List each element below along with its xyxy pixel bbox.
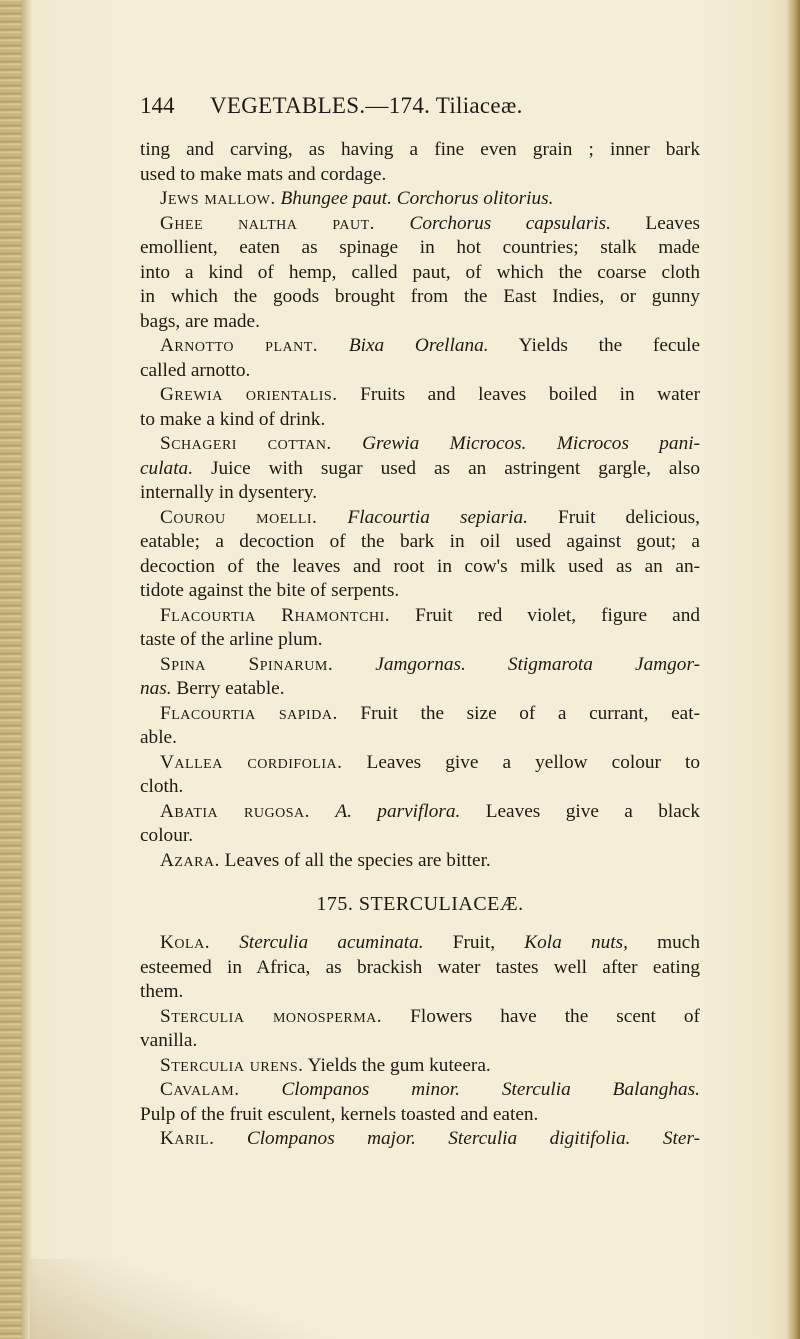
sterculiaceae-entries bbox=[140, 931, 700, 1152]
text-line bbox=[140, 212, 700, 237]
entry-name: Schageri cottan. bbox=[160, 433, 332, 454]
text-run: Leaves give a black bbox=[460, 800, 700, 822]
text-line bbox=[140, 408, 700, 433]
text-run: to make a kind of drink. bbox=[140, 408, 326, 430]
entry-name: Grewia orientalis. bbox=[160, 384, 338, 405]
text-line bbox=[140, 653, 700, 678]
text-line bbox=[140, 1029, 700, 1054]
botanical-name: Sterculia acuminata. bbox=[239, 932, 424, 953]
text-run: vanilla. bbox=[140, 1030, 198, 1051]
text-line bbox=[140, 285, 700, 310]
page-gutter-shadow bbox=[22, 0, 32, 1339]
page-edge-left bbox=[0, 0, 22, 1339]
text-run: Pulp of the fruit esculent, kernels toasted and eaten. bbox=[140, 1103, 539, 1125]
text-line bbox=[140, 163, 700, 188]
text-run: Fruit delicious, bbox=[527, 506, 700, 528]
text-line bbox=[140, 1054, 700, 1079]
text-line bbox=[140, 775, 700, 800]
text-line bbox=[140, 359, 700, 384]
text-run bbox=[240, 1079, 282, 1100]
text-run: taste of the arline plum. bbox=[140, 629, 323, 650]
text-run bbox=[375, 213, 410, 234]
section-heading: 175. STERCULIACEÆ. bbox=[316, 893, 524, 915]
text-line bbox=[140, 334, 700, 359]
text-run: them. bbox=[140, 981, 184, 1002]
text-line bbox=[140, 481, 700, 506]
text-line bbox=[140, 506, 700, 531]
text-run: colour. bbox=[140, 825, 194, 846]
text-run bbox=[332, 433, 362, 454]
entry-name: Courou moelli. bbox=[160, 506, 318, 528]
text-line bbox=[140, 1078, 700, 1103]
entry-name: Flacourtia Rhamontchi. bbox=[160, 604, 391, 626]
text-run bbox=[317, 507, 347, 528]
text-run: Leaves give a yellow colour to bbox=[342, 751, 700, 773]
text-line bbox=[140, 530, 700, 555]
botanical-name: nas. bbox=[140, 678, 172, 699]
text-run: Flowers have the scent of bbox=[382, 1005, 700, 1027]
entry-name: Abatia rugosa. bbox=[160, 800, 310, 822]
text-run bbox=[214, 1128, 246, 1149]
text-line bbox=[140, 236, 700, 261]
text-run: Fruits and leaves boiled in water bbox=[337, 384, 700, 405]
text-line bbox=[140, 187, 700, 212]
text-run: Leaves of all the species are bitter. bbox=[219, 849, 491, 871]
text-line bbox=[140, 457, 700, 482]
text-run: Yields the gum kuteera. bbox=[303, 1054, 491, 1076]
entry-name: Kola. bbox=[160, 932, 211, 953]
text-line bbox=[140, 980, 700, 1005]
botanical-name: Kola nuts, bbox=[524, 932, 628, 953]
text-line bbox=[140, 677, 700, 702]
text-run bbox=[318, 335, 349, 356]
botanical-name: Bhungee paut. Corchorus olitorius. bbox=[280, 188, 554, 209]
text-line bbox=[140, 555, 700, 580]
entry-name: Flacourtia sapida. bbox=[160, 702, 338, 724]
text-line bbox=[140, 931, 700, 956]
botanical-name: Clompanos minor. Sterculia Balanghas. bbox=[281, 1079, 700, 1100]
text-run: emollient, eaten as spinage in hot countries; stalk made bbox=[140, 237, 700, 258]
text-run: cloth. bbox=[140, 776, 184, 797]
text-run: internally in dysentery. bbox=[140, 482, 318, 503]
running-title: VEGETABLES.—174. Tiliaceæ. bbox=[210, 93, 523, 118]
text-line bbox=[140, 824, 700, 849]
text-line bbox=[140, 726, 700, 751]
text-run: Juice with sugar used as an astringent gargle, also bbox=[193, 457, 700, 479]
text-line bbox=[140, 956, 700, 981]
botanical-name: Grewia Microcos. Microcos pani- bbox=[362, 433, 700, 454]
botanical-name: A. parviflora. bbox=[335, 800, 461, 822]
text-line bbox=[140, 138, 700, 163]
botanical-name: Flacourtia sepiaria. bbox=[347, 506, 528, 528]
text-run bbox=[210, 932, 239, 953]
botanical-name: Bixa Orellana. bbox=[348, 335, 489, 356]
page-body bbox=[140, 138, 700, 1152]
text-line bbox=[140, 604, 700, 629]
entry-name: Sterculia monosperma. bbox=[160, 1005, 383, 1027]
botanical-name: culata. bbox=[140, 457, 194, 479]
text-line bbox=[140, 1005, 700, 1030]
text-line bbox=[140, 751, 700, 776]
text-run: Fruit the size of a currant, eat- bbox=[337, 702, 700, 724]
text-run: eatable; a decoction of the bark in oil used against gout; a bbox=[140, 531, 700, 552]
entry-name: Cavalam. bbox=[160, 1079, 240, 1100]
text-run: Berry eatable. bbox=[171, 678, 285, 699]
page-number: 144 bbox=[140, 93, 175, 118]
entry-name: Spina Spinarum. bbox=[160, 653, 334, 675]
text-run: Yields the fecule bbox=[488, 335, 700, 356]
text-line bbox=[140, 628, 700, 653]
text-run: much bbox=[627, 932, 701, 953]
entry-name: Karil. bbox=[160, 1128, 215, 1149]
text-run bbox=[310, 801, 335, 822]
text-line bbox=[140, 310, 700, 335]
text-run: decoction of the leaves and root in cow's milk used as an an- bbox=[140, 555, 700, 577]
text-line bbox=[140, 261, 700, 286]
text-run: into a kind of hemp, called paut, of which the coarse cloth bbox=[140, 261, 700, 283]
entry-name: Jews mallow. bbox=[160, 188, 276, 209]
text-run: called arnotto. bbox=[140, 359, 251, 381]
entry-name: Vallea cordifolia. bbox=[160, 751, 343, 773]
text-line bbox=[140, 383, 700, 408]
text-line bbox=[140, 432, 700, 457]
text-line bbox=[140, 702, 700, 727]
text-run: used to make mats and cordage. bbox=[140, 163, 387, 185]
entry-name: Azara. bbox=[160, 849, 220, 871]
text-run: tidote against the bite of serpents. bbox=[140, 580, 400, 601]
text-run: esteemed in Africa, as brackish water tastes well after eating bbox=[140, 956, 700, 978]
text-run: ting and carving, as having a fine even grain ; inner bark bbox=[140, 139, 700, 160]
entry-name: Ghee naltha paut. bbox=[160, 212, 375, 234]
text-line bbox=[140, 1127, 700, 1152]
entry-name: Sterculia urens. bbox=[160, 1054, 304, 1076]
page-corner-shade bbox=[30, 1259, 330, 1339]
botanical-name: Jamgornas. Stigmarota Jamgor- bbox=[375, 653, 700, 675]
botanical-name: Clompanos major. Sterculia digitifolia. Ster- bbox=[246, 1128, 700, 1149]
text-line bbox=[140, 849, 700, 874]
tiliaceae-entries bbox=[140, 138, 700, 873]
running-header bbox=[140, 91, 700, 121]
text-run: Leaves bbox=[610, 212, 701, 234]
text-run bbox=[333, 654, 375, 675]
page-edge-right bbox=[786, 0, 800, 1339]
botanical-name: Corchorus capsularis. bbox=[409, 212, 611, 234]
text-run: able. bbox=[140, 727, 177, 748]
text-line bbox=[140, 1103, 700, 1128]
text-run: bags, are made. bbox=[140, 310, 260, 332]
entry-name: Arnotto plant. bbox=[160, 335, 319, 356]
text-run: Fruit red violet, figure and bbox=[390, 604, 700, 626]
text-line bbox=[140, 579, 700, 604]
text-run: in which the goods brought from the East Indies, or gunny bbox=[140, 286, 700, 307]
text-line bbox=[140, 800, 700, 825]
text-run: Fruit, bbox=[423, 932, 525, 953]
